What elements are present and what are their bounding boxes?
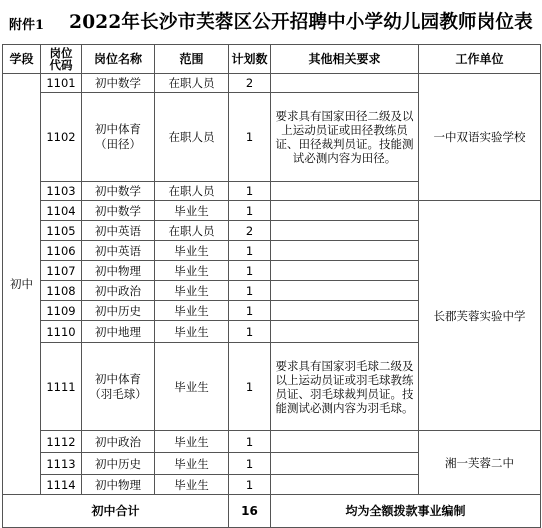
scope-cell: 在职人员	[155, 93, 229, 182]
code-cell: 1105	[41, 221, 82, 241]
requirements-cell	[271, 453, 419, 475]
code-cell: 1111	[41, 343, 82, 431]
total-note: 均为全额拨款事业编制	[271, 495, 541, 528]
code-cell: 1108	[41, 281, 82, 301]
scope-cell: 毕业生	[155, 431, 229, 453]
position-line1: 初中体育	[95, 122, 141, 136]
code-cell: 1110	[41, 321, 82, 343]
requirements-cell	[271, 261, 419, 281]
scope-cell: 毕业生	[155, 321, 229, 343]
requirements-cell	[271, 201, 419, 221]
header-code	[41, 45, 82, 74]
count-cell: 1	[229, 281, 271, 301]
table-row	[3, 201, 541, 221]
requirements-cell	[271, 321, 419, 343]
scope-cell: 毕业生	[155, 453, 229, 475]
header-row	[3, 45, 541, 74]
requirements-cell	[271, 182, 419, 201]
scope-cell: 在职人员	[155, 221, 229, 241]
scope-cell: 毕业生	[155, 301, 229, 321]
scope-cell: 毕业生	[155, 281, 229, 301]
position-cell: 初中地理	[82, 321, 155, 343]
scope-cell: 毕业生	[155, 201, 229, 221]
requirements-cell	[271, 281, 419, 301]
header-code-line2: 代码	[49, 58, 73, 72]
unit-cell: 长郡芙蓉实验中学	[419, 201, 541, 431]
position-line1: 初中体育	[95, 371, 141, 386]
count-cell: 1	[229, 475, 271, 495]
header-scope: 范围	[155, 45, 229, 74]
code-cell: 1107	[41, 261, 82, 281]
scope-cell: 毕业生	[155, 343, 229, 431]
count-cell: 1	[229, 321, 271, 343]
count-cell: 1	[229, 261, 271, 281]
position-cell: 初中英语	[82, 221, 155, 241]
scope-cell: 毕业生	[155, 241, 229, 261]
stage-cell: 初中	[3, 74, 41, 495]
page-title: 2022年长沙市芙蓉区公开招聘中小学幼儿园教师岗位表	[69, 12, 533, 33]
count-cell: 1	[229, 343, 271, 431]
position-cell: 初中数学	[82, 201, 155, 221]
position-line2: （羽毛球）	[89, 386, 147, 401]
header-stage: 学段	[3, 45, 41, 74]
position-cell	[82, 343, 155, 431]
total-label: 初中合计	[3, 495, 229, 528]
position-cell: 初中历史	[82, 453, 155, 475]
title-bar	[0, 0, 542, 44]
requirements-cell	[271, 241, 419, 261]
table-row	[3, 74, 541, 93]
header-unit: 工作单位	[419, 45, 541, 74]
code-cell: 1102	[41, 93, 82, 182]
requirements-cell	[271, 74, 419, 93]
position-cell: 初中物理	[82, 261, 155, 281]
code-cell: 1106	[41, 241, 82, 261]
position-cell: 初中政治	[82, 431, 155, 453]
code-cell: 1109	[41, 301, 82, 321]
count-cell: 1	[229, 453, 271, 475]
code-cell: 1101	[41, 74, 82, 93]
header-code-line1: 岗位	[49, 46, 73, 60]
code-cell: 1103	[41, 182, 82, 201]
code-cell: 1113	[41, 453, 82, 475]
count-cell: 1	[229, 241, 271, 261]
header-position: 岗位名称	[82, 45, 155, 74]
code-cell: 1104	[41, 201, 82, 221]
scope-cell: 在职人员	[155, 182, 229, 201]
count-cell: 2	[229, 74, 271, 93]
code-cell: 1112	[41, 431, 82, 453]
requirements-cell	[271, 431, 419, 453]
unit-cell: 湘一芙蓉二中	[419, 431, 541, 495]
count-cell: 1	[229, 182, 271, 201]
count-cell: 1	[229, 93, 271, 182]
requirements-cell	[271, 475, 419, 495]
scope-cell: 毕业生	[155, 261, 229, 281]
header-requirements: 其他相关要求	[271, 45, 419, 74]
table-row	[3, 431, 541, 453]
count-cell: 1	[229, 201, 271, 221]
position-cell	[82, 93, 155, 182]
position-cell: 初中数学	[82, 182, 155, 201]
requirements-cell	[271, 221, 419, 241]
scope-cell: 在职人员	[155, 74, 229, 93]
requirements-cell	[271, 301, 419, 321]
total-count: 16	[229, 495, 271, 528]
position-cell: 初中数学	[82, 74, 155, 93]
code-cell: 1114	[41, 475, 82, 495]
header-count: 计划数	[229, 45, 271, 74]
requirements-cell: 要求具有国家羽毛球二级及以上运动员证或羽毛球教练员证、羽毛球裁判员证。技能测试必测内容为羽毛球。	[271, 343, 419, 431]
position-line2: （田径）	[95, 137, 141, 151]
position-cell: 初中历史	[82, 301, 155, 321]
attachment-label: 附件1	[9, 18, 45, 33]
total-row	[3, 495, 541, 528]
count-cell: 2	[229, 221, 271, 241]
scope-cell: 毕业生	[155, 475, 229, 495]
position-cell: 初中政治	[82, 281, 155, 301]
positions-table	[2, 44, 541, 528]
count-cell: 1	[229, 301, 271, 321]
position-cell: 初中物理	[82, 475, 155, 495]
requirements-cell: 要求具有国家田径二级及以上运动员证或田径教练员证、田径裁判员证。技能测试必测内容为田径。	[271, 93, 419, 182]
unit-cell: 一中双语实验学校	[419, 74, 541, 201]
position-cell: 初中英语	[82, 241, 155, 261]
count-cell: 1	[229, 431, 271, 453]
